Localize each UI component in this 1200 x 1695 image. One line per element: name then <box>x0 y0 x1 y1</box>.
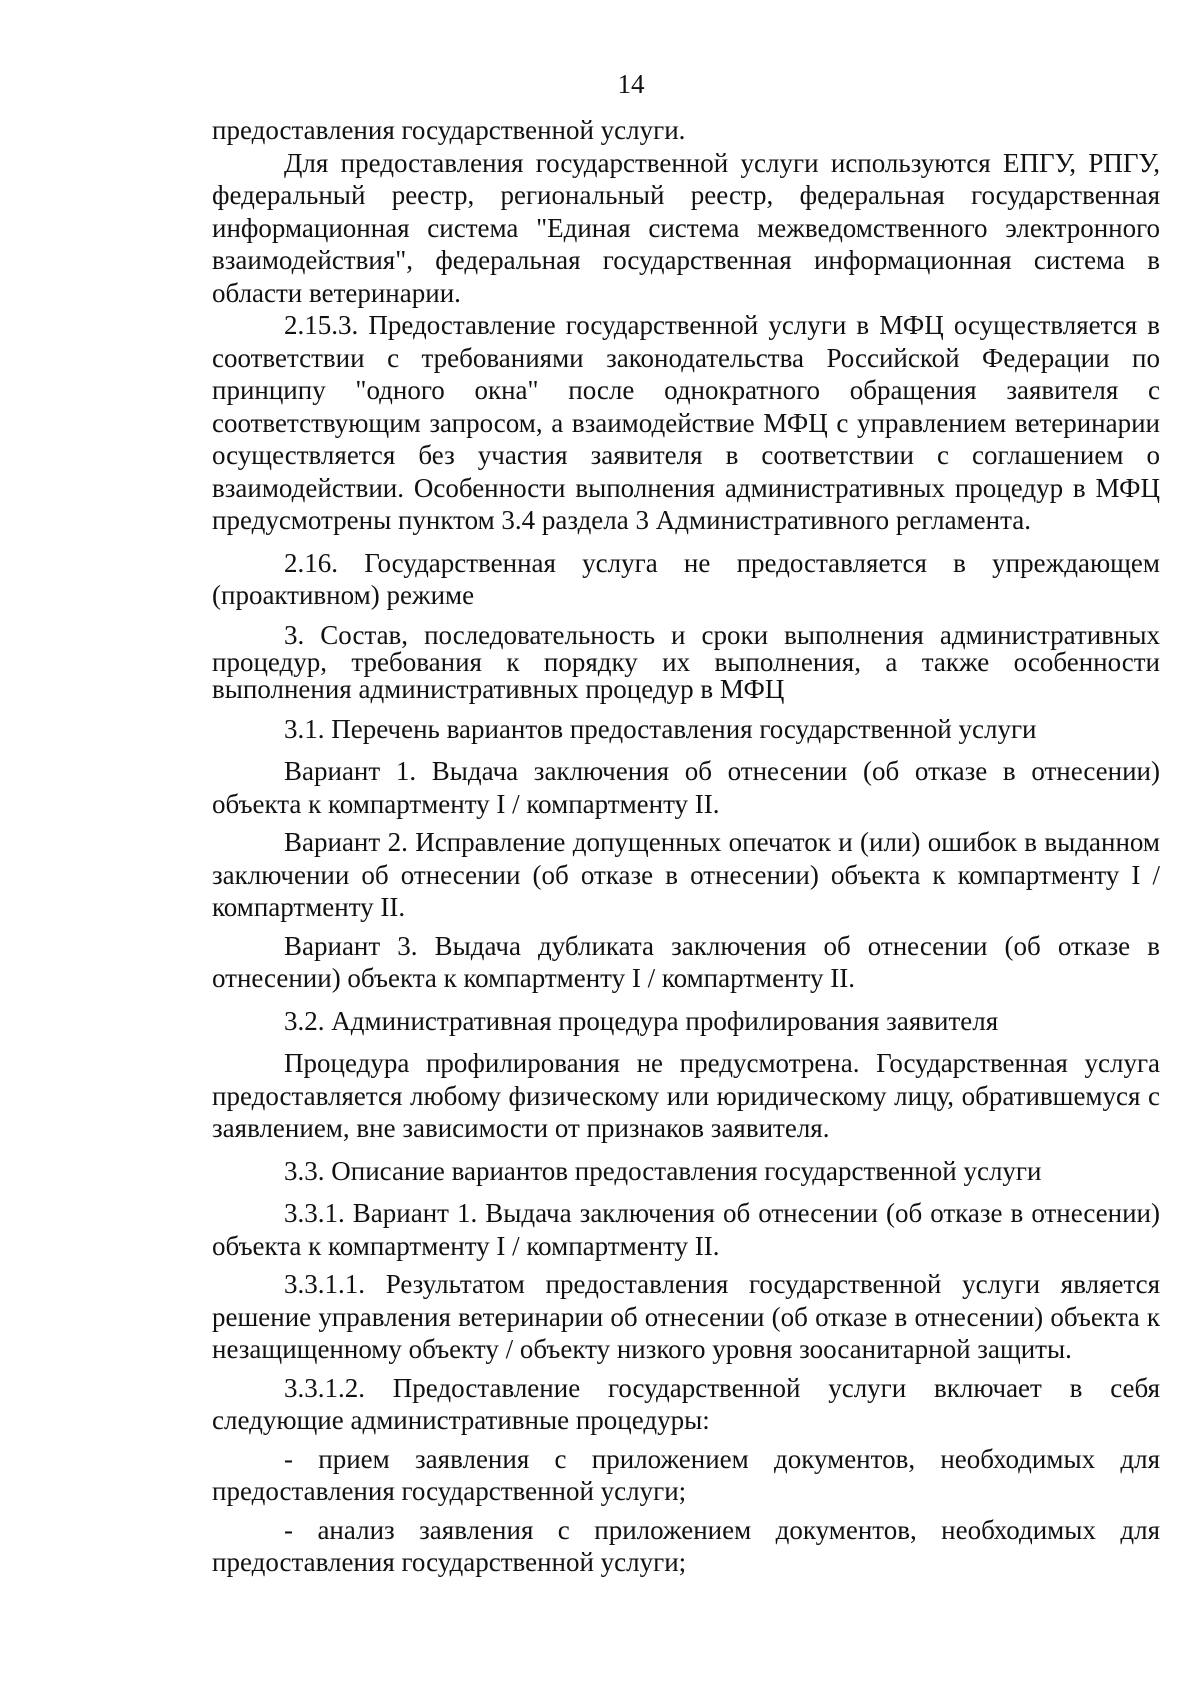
paragraph-continuation: предоставления государственной услуги. <box>212 115 686 145</box>
heading-3-3: 3.3. Описание вариантов предоставления государственной услуги <box>284 1155 1042 1186</box>
list-item: - прием заявления с приложением документов, необходимых для предоставления государственной услуги; <box>212 1443 1160 1506</box>
paragraph-variant-3: Вариант 3. Выдача дубликата заключения об отнесении (об отказе в отнесении) объекта к компартменту I / компартменту II. <box>212 930 1160 993</box>
paragraph-variant-2: Вариант 2. Исправление допущенных опечаток и (или) ошибок в выданном заключении об отнесении (об отказе в отнесении) объекта к компартменту I / компартменту II. <box>212 827 1160 922</box>
heading-3-2: 3.2. Административная процедура профилирования заявителя <box>284 1005 999 1036</box>
heading-3-1: 3.1. Перечень вариантов предоставления государственной услуги <box>284 713 1037 744</box>
page-number: 14 <box>617 69 645 99</box>
section-heading-3: 3. Состав, последовательность и сроки выполнения административных процедур, требования к порядку их выполнения, а также особенности выполнения административных процедур в МФЦ <box>212 619 1160 704</box>
paragraph-profiling: Процедура профилирования не предусмотрена. Государственная услуга предоставляется любому физическому или юридическому лицу, обратившемуся с заявлением, вне зависимости от признаков заявителя. <box>212 1048 1160 1143</box>
paragraph-systems: Для предоставления государственной услуги используются ЕПГУ, РПГУ, федеральный реестр, региональный реестр, федеральная государственная информационная система "Единая система межведомственного электронного взаимодействия", федеральная государственная информационная система в области ветеринарии. <box>212 147 1160 308</box>
paragraph-3-3-1-1: 3.3.1.1. Результатом предоставления государственной услуги является решение управления ветеринарии об отнесении (об отказе в отнесении) объекта к незащищенному объекту / объекту низкого уровня зоосанитарной защиты. <box>212 1269 1160 1364</box>
paragraph-variant-1: Вариант 1. Выдача заключения об отнесении (об отказе в отнесении) объекта к компартменту I / компартменту II. <box>212 756 1160 819</box>
paragraph-3-3-1: 3.3.1. Вариант 1. Выдача заключения об отнесении (об отказе в отнесении) объекта к компартменту I / компартменту II. <box>212 1198 1160 1261</box>
paragraph-3-3-1-2: 3.3.1.2. Предоставление государственной услуги включает в себя следующие административные процедуры: <box>212 1372 1160 1435</box>
list-item: - анализ заявления с приложением документов, необходимых для предоставления государственной услуги; <box>212 1514 1160 1577</box>
document-body <box>212 114 1160 1579</box>
paragraph-2-16: 2.16. Государственная услуга не предоставляется в упреждающем (проактивном) режиме <box>212 547 1160 610</box>
paragraph-2-15-3: 2.15.3. Предоставление государственной услуги в МФЦ осуществляется в соответствии с требованиями законодательства Российской Федерации по принципу "одного окна" после однократного обращения заявителя с соответствующим запросом, а взаимодействие МФЦ с управлением ветеринарии осуществляется без участия заявителя в соответствии с соглашением о взаимодействии. Особенности выполнения административных процедур в МФЦ предусмотрены пунктом 3.4 раздела 3 Административного регламента. <box>212 310 1160 535</box>
